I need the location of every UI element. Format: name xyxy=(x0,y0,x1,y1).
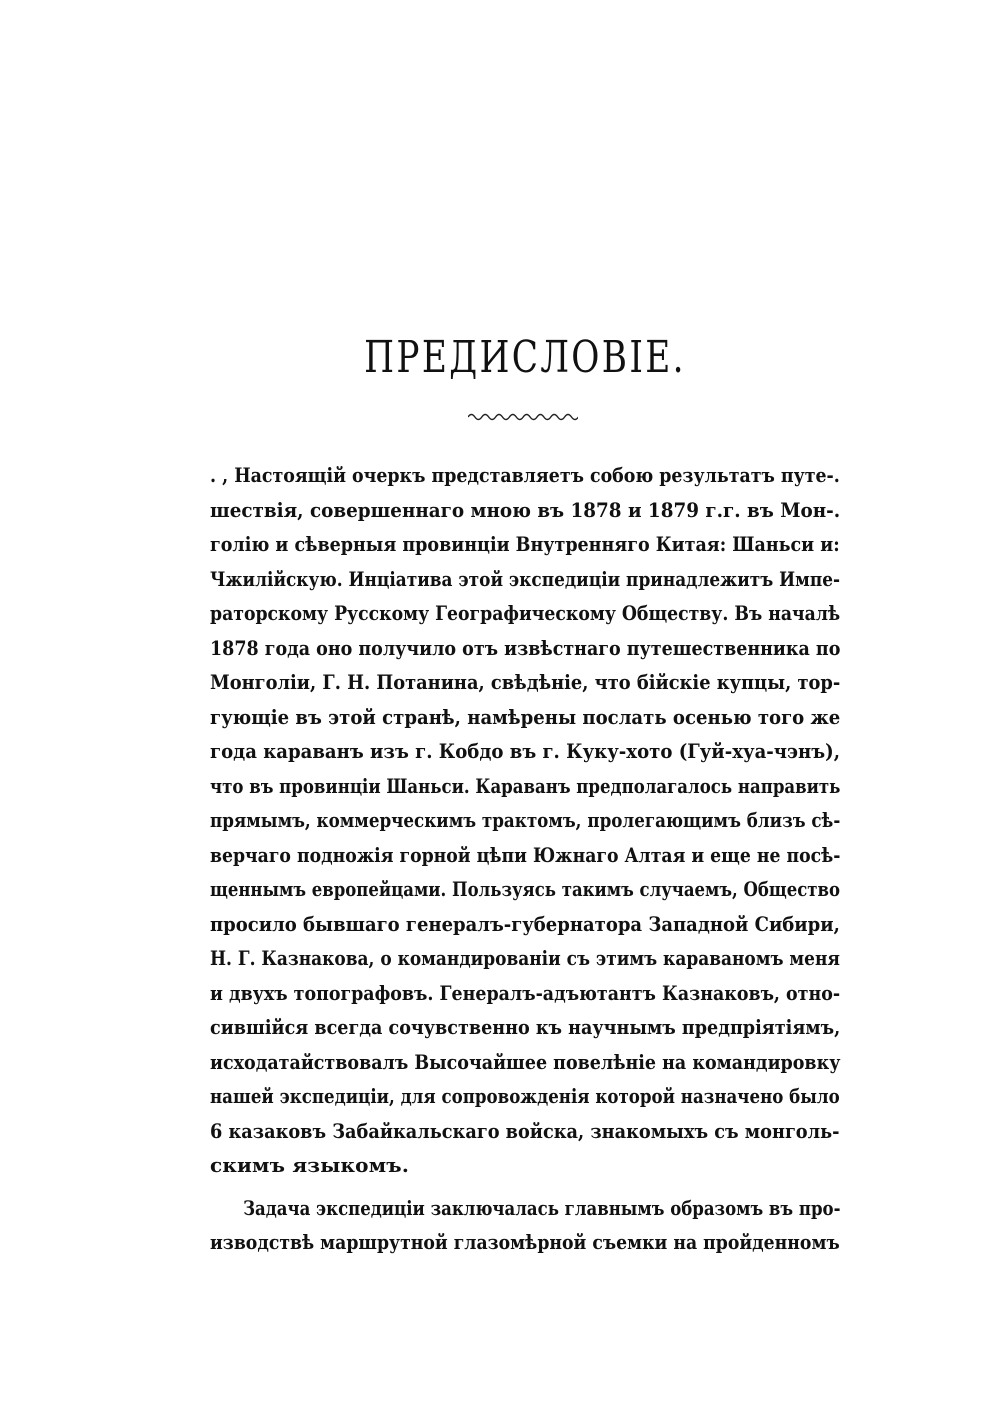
paragraph-1-line: исходатайствовалъ Высочайшее повелѣніе на командировку xyxy=(210,1049,841,1074)
paragraph-1-line: голію и сѣверныя провинціи Внутренняго Китая: Шаньси и: xyxy=(210,532,840,556)
paragraph-1-line: просило бывшаго генералъ-губернатора Западной Сибири, xyxy=(210,911,840,936)
paragraph-1-line: верчаго подножія горной цѣпи Южнаго Алтая и еще не посѣ- xyxy=(210,842,841,867)
paragraph-1-line: года караванъ изъ г. Кобдо въ г. Куку-хото (Гуй-хуа-чэнъ), xyxy=(210,739,840,763)
paragraph-1-line: Монголіи, Г. Н. Потанина, свѣдѣніе, что бійскіе купцы, тор- xyxy=(210,670,841,694)
paragraph-spacer xyxy=(210,1183,840,1191)
paragraph-1-line: щеннымъ европейцами. Пользуясь такимъ случаемъ, Общество xyxy=(210,877,840,901)
paragraph-2-line: Задача экспедиціи заключалась главнымъ образомъ въ про- xyxy=(243,1195,841,1220)
paragraph-2-line: изводствѣ маршрутной глазомѣрной съемки на пройденномъ xyxy=(210,1230,840,1254)
paragraph-1-line: прямымъ, коммерческимъ трактомъ, пролегающимъ близъ сѣ- xyxy=(210,808,841,832)
page-title: ПРЕДИСЛОВІЕ. xyxy=(364,332,686,383)
paragraph-1-line: . , Настоящій очеркъ представляетъ собою результатъ путе-. xyxy=(210,463,840,487)
paragraph-1-line: что въ провинціи Шаньси. Караванъ предполагалось направить xyxy=(210,773,841,798)
paragraph-1-line: нашей экспедиціи, для сопровожденія которой назначено было xyxy=(210,1084,840,1108)
paragraph-1-line: раторскому Русскому Географическому Обществу. Въ началѣ xyxy=(210,601,841,625)
paragraph-1-line: Н. Г. Казнакова, о командированіи съ этимъ караваномъ меня xyxy=(210,946,840,970)
paragraph-1-line: Чжилійскую. Инціатива этой экспедиціи принадлежитъ Импе- xyxy=(210,566,840,591)
paragraph-1-last-line: скимъ языкомъ. xyxy=(210,1153,409,1177)
paragraph-1-line: 6 казаковъ Забайкальскаго войска, знакомыхъ съ монголь- xyxy=(210,1118,840,1143)
decorative-wavy-rule xyxy=(468,410,578,424)
paragraph-1-line: сившійся всегда сочувственно къ научнымъ предпріятіямъ, xyxy=(210,1015,841,1039)
paragraph-1-line: гующіе въ этой странѣ, намѣрены послать осенью того же xyxy=(210,704,841,729)
paragraph-1-line: шествія, совершеннаго мною въ 1878 и 1879 г.г. въ Мон-. xyxy=(210,497,841,522)
paragraph-1-line: и двухъ топографовъ. Генералъ-адъютантъ Казнаковъ, отно- xyxy=(210,980,841,1005)
paragraph-1-line: 1878 года оно получило отъ извѣстнаго путешественника по xyxy=(210,635,841,660)
preface-body xyxy=(210,458,840,1260)
